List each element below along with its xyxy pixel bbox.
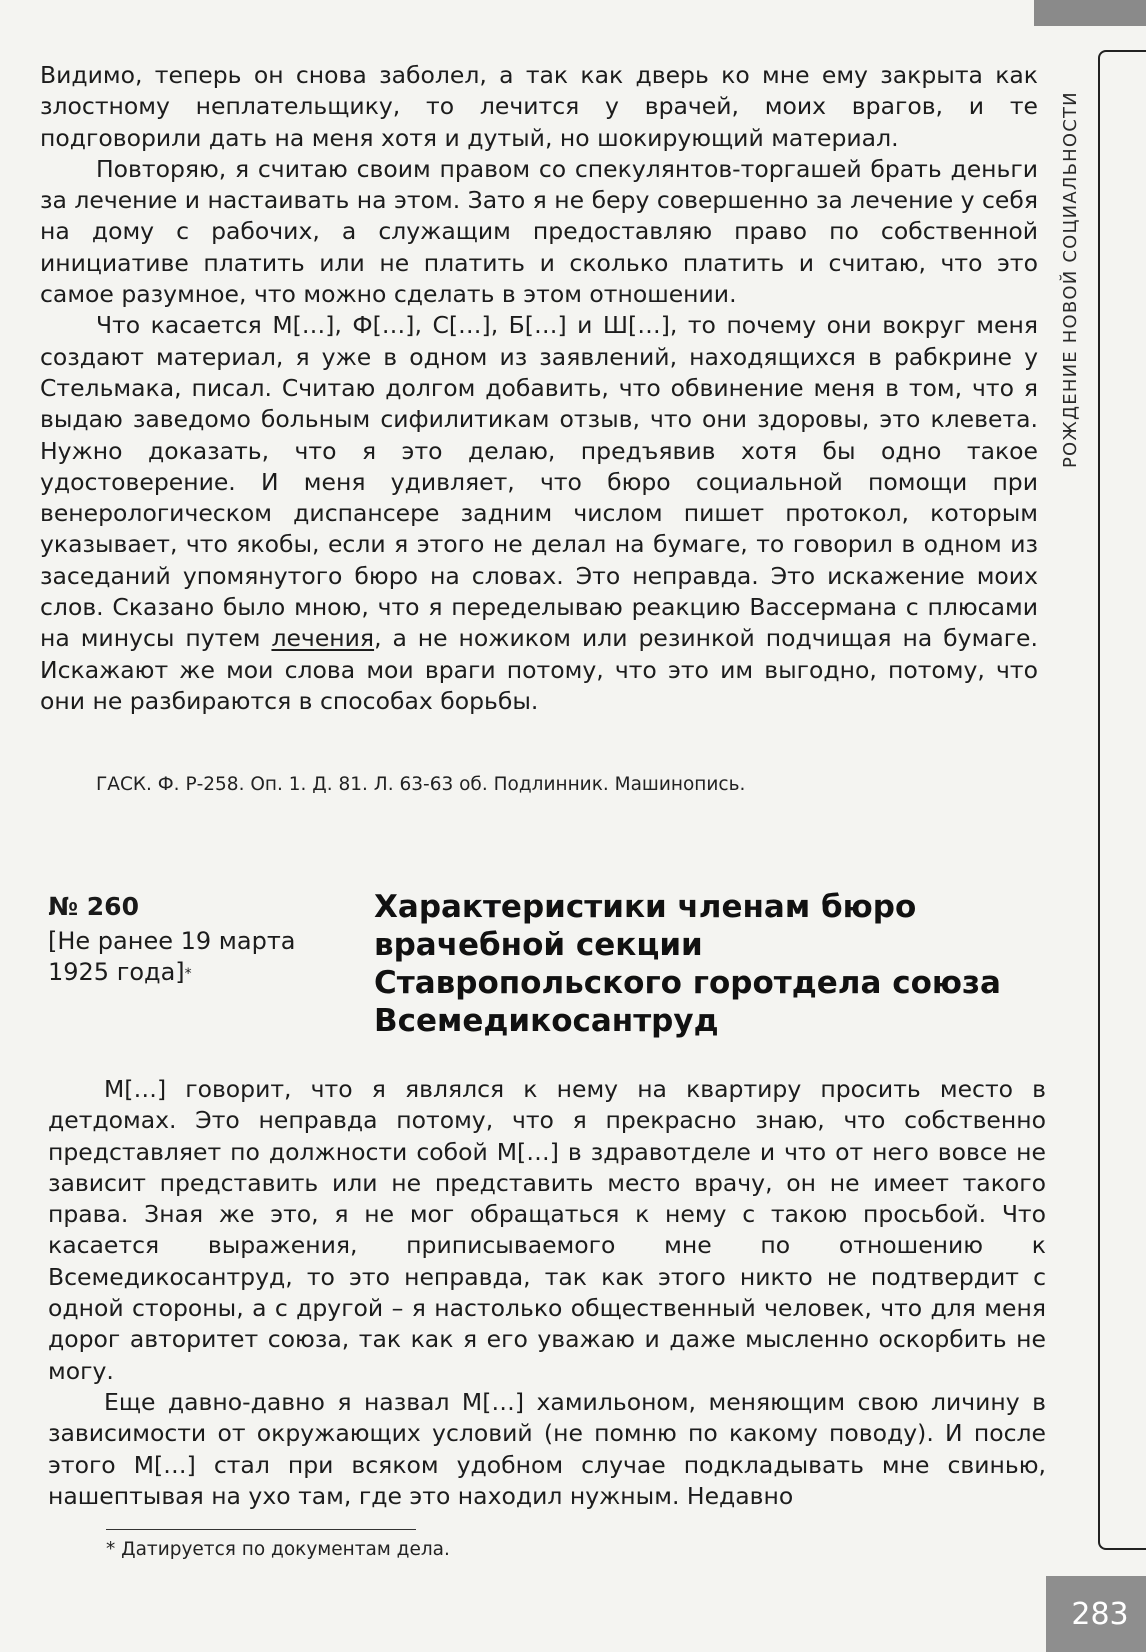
paragraph: Еще давно-давно я назвал М[…] хамильоном, меняющим свою личину в зависимости от окружающих условий (не помню по какому поводу). И после этого М[…] стал при всяком удобном случае подкладывать мне свинью, нашептывая на ухо там, где это находил нужным. Недавно xyxy=(48,1387,1046,1510)
document-number: № 260 xyxy=(48,892,139,921)
footnote: * Датируется по документам дела. xyxy=(106,1539,450,1560)
document-date-text: [Не ранее 19 марта 1925 года] xyxy=(48,927,296,986)
running-head: РОЖДЕНИЕ НОВОЙ СОЦИАЛЬНОСТИ xyxy=(1060,91,1081,468)
page-number: 283 xyxy=(1046,1576,1146,1652)
text-block-top xyxy=(40,60,1038,717)
margin-frame xyxy=(1098,50,1146,1550)
paragraph: Видимо, теперь он снова заболел, а так как дверь ко мне ему закрыта как злостному неплательщику, то лечится у врачей, моих врагов, и те подговорили дать на меня хотя и дутый, но шокирующий материал. xyxy=(40,61,1038,152)
paragraph xyxy=(40,310,1038,717)
archival-source: ГАСК. Ф. Р-258. Оп. 1. Д. 81. Л. 63-63 об. Подлинник. Машинопись. xyxy=(96,774,746,795)
paragraph: Повторяю, я считаю своим правом со спекулянтов-торгашей брать деньги за лечение и настаивать на этом. Зато я не беру совершенно за лечение у себя на дому с рабочих, а служащим предоставляю право по собственной инициативе платить или не платить и сколько платить и считаю, что это самое разумное, что можно сделать в этом отношении. xyxy=(40,154,1039,309)
underlined-word: лечения xyxy=(271,624,375,653)
paragraph-text: , а не ножиком или резинкой подчищая на бумаге. Искажают же мои слова мои враги потому, что это им выгодно, потому, что они не разбираются в способах борьбы. xyxy=(40,624,1038,715)
document-date xyxy=(48,926,308,988)
footnote-mark: * xyxy=(184,966,192,982)
paragraph: М[…] говорит, что я являлся к нему на квартиру просить место в детдомах. Это неправда потому, что я прекрасно знаю, что собственно представляет по должности собой М[…] в здравотделе и что от него вовсе не зависит представить или не представить место врачу, он не имеет такого права. Зная же это, я не мог обращаться к нему с такою просьбой. Что касается выражения, приписываемого мне по отношению к Всемедикосантруд, то это неправда, так как этого никто не подтвердит с одной стороны, а с другой – я настолько общественный человек, что для меня дорог авторитет союза, так как я его уважаю и даже мысленно оскорбить не могу. xyxy=(48,1075,1046,1385)
paragraph-text: Что касается М[…], Ф[…], С[…], Б[…] и Ш[…], то почему они вокруг меня создают материал, я уже в одном из заявлений, находящихся в рабкрине у Стельмака, писал. Считаю долгом добавить, что обвинение меня в том, что я выдаю заведомо больным сифилитикам отзыв, что они здоровы, это клевета. Нужно доказать, что я это делаю, предъявив хотя бы одно такое удостоверение. И меня удивляет, что бюро социальной помощи при венерологическом диспансере задним числом пишет протокол, которым указывает, что якобы, если я этого не делал на бумаге, то говорил в одном из заседаний упомянутого бюро на словах. Это неправда. Это искажение моих слов. Сказано было мною, что я переделываю реакцию Вассермана с плюсами на минусы путем xyxy=(40,311,1038,653)
text-block-bottom xyxy=(48,1074,1046,1512)
footnote-rule xyxy=(106,1529,416,1530)
document-title: Характеристики членам бюро врачебной секции Ставропольского горотдела союза Всемедикосантруд xyxy=(374,889,1001,1039)
corner-tab xyxy=(1034,0,1146,26)
